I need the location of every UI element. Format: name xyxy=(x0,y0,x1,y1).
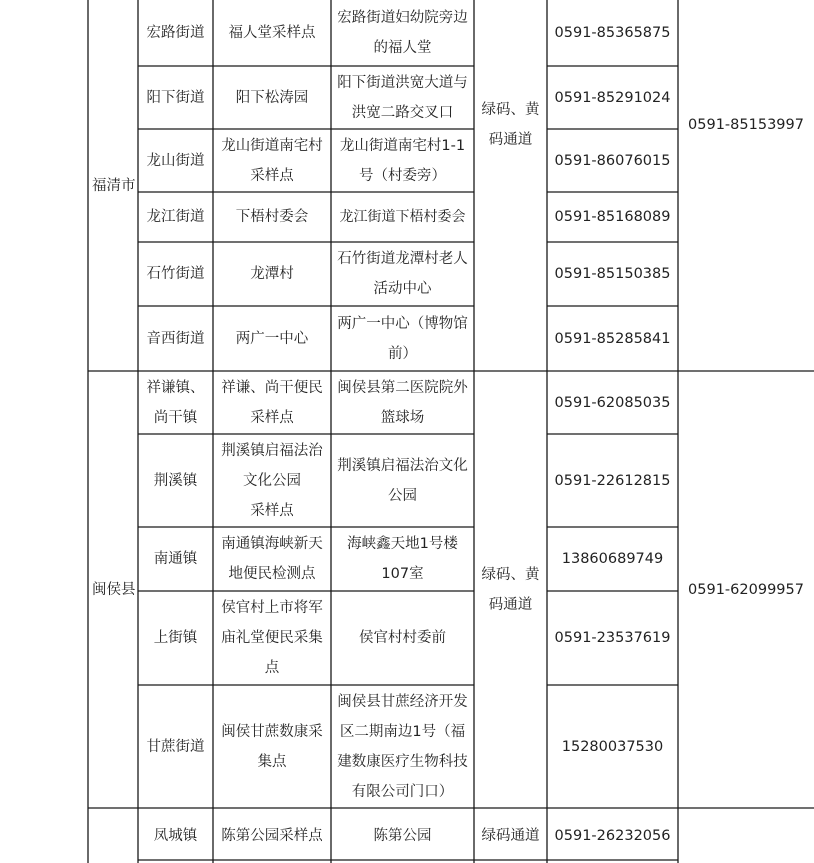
region-cell-fuqing: 福清市 xyxy=(92,177,136,194)
township-cell: 龙山街道 xyxy=(146,152,205,169)
site-cell: 祥谦、尚干便民 采样点 xyxy=(221,379,323,426)
site-cell: 陈第公园采样点 xyxy=(221,827,323,844)
phone-cell: 15280037530 xyxy=(561,738,664,755)
township-cell: 宏路街道 xyxy=(146,25,205,41)
township-cell: 南通镇 xyxy=(153,551,198,567)
township-cell: 音西街道 xyxy=(146,330,205,347)
address-cell: 石竹街道龙潭村老人 活动中心 xyxy=(337,251,468,297)
township-cell: 甘蔗街道 xyxy=(146,738,205,755)
hotline-cell-fuqing: 0591-85153997 xyxy=(688,117,804,133)
site-cell: 阳下松涛园 xyxy=(235,89,309,106)
township-cell: 石竹街道 xyxy=(146,266,205,282)
region-cell-minhou: 闽侯县 xyxy=(92,581,136,598)
site-cell: 荆溪镇启福法治 文化公园 采样点 xyxy=(221,442,323,519)
address-cell: 海峡鑫天地1号楼 107室 xyxy=(347,536,458,582)
channel-cell-fuqing: 绿码、黄 码通道 xyxy=(481,102,540,148)
hotline-cell-minhou: 0591-62099957 xyxy=(688,581,804,598)
address-cell: 侯官村村委前 xyxy=(359,630,446,646)
township-cell: 荆溪镇 xyxy=(153,472,198,489)
phone-cell: 0591-85150385 xyxy=(554,266,671,282)
phone-cell: 0591-85291024 xyxy=(554,89,671,106)
address-cell: 闽侯县第二医院院外 篮球场 xyxy=(337,379,468,426)
township-cell: 上街镇 xyxy=(153,630,198,646)
channel-cell-minhou: 绿码、黄 码通道 xyxy=(481,566,540,613)
township-cell: 阳下街道 xyxy=(146,89,205,106)
site-cell: 福人堂采样点 xyxy=(228,25,316,41)
site-cell: 南通镇海峡新天 地便民检测点 xyxy=(221,536,323,582)
address-cell: 闽侯县甘蔗经济开发 区二期南边1号（福 建数康医疗生物科技 有限公司门口） xyxy=(337,693,468,800)
phone-cell: 0591-62085035 xyxy=(554,394,671,411)
address-cell: 龙江街道下梧村委会 xyxy=(339,209,466,225)
phone-cell: 13860689749 xyxy=(561,551,664,567)
site-cell: 龙山街道南宅村 采样点 xyxy=(221,137,323,184)
address-cell: 陈第公园 xyxy=(373,827,432,844)
site-cell: 侯官村上市将军 庙礼堂便民采集 点 xyxy=(221,600,323,676)
phone-cell: 0591-85168089 xyxy=(554,209,671,225)
channel-cell: 绿码通道 xyxy=(481,827,540,844)
phone-cell: 0591-26232056 xyxy=(554,827,671,844)
phone-cell: 0591-85285841 xyxy=(554,330,671,347)
site-cell: 龙潭村 xyxy=(250,266,294,282)
phone-cell: 0591-22612815 xyxy=(554,472,671,489)
site-cell: 两广一中心 xyxy=(235,330,309,347)
address-cell: 两广一中心（博物馆 前） xyxy=(337,315,468,362)
township-cell: 龙江街道 xyxy=(146,209,205,225)
phone-cell: 0591-86076015 xyxy=(554,152,671,169)
address-cell: 宏路街道妇幼院旁边 的福人堂 xyxy=(337,10,468,56)
address-cell: 龙山街道南宅村1-1 号（村委旁） xyxy=(339,137,466,184)
address-cell: 阳下街道洪宽大道与 洪宽二路交叉口 xyxy=(337,74,468,121)
address-cell: 荆溪镇启福法治文化 公园 xyxy=(337,457,468,504)
township-cell: 祥谦镇、 尚干镇 xyxy=(146,379,205,426)
phone-cell: 0591-23537619 xyxy=(554,630,671,646)
phone-cell: 0591-85365875 xyxy=(554,25,671,41)
township-cell: 凤城镇 xyxy=(153,827,198,844)
site-cell: 闽侯甘蔗数康采 集点 xyxy=(221,723,323,770)
site-cell: 下梧村委会 xyxy=(235,209,309,225)
